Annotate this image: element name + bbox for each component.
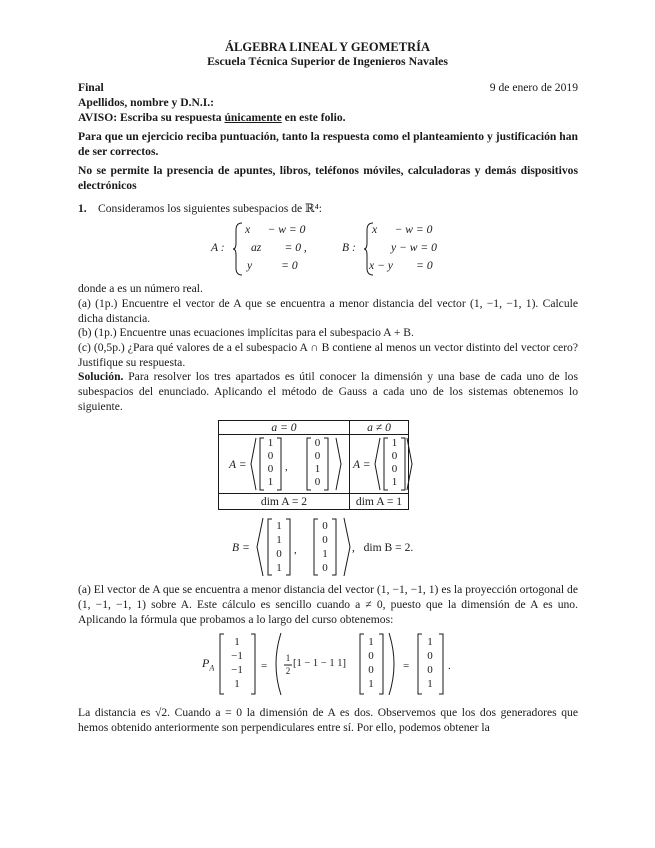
system-a-label: A : (211, 241, 225, 254)
system-b-eq1: x − w = 0 (372, 223, 433, 236)
exam-date: 9 de enero de 2019 (489, 81, 578, 94)
table-col1-vec2: 0 0 1 0 (314, 437, 321, 488)
aviso-underlined: únicamente (224, 111, 282, 124)
table-col1-basis-label: A = (229, 458, 247, 471)
aviso-suffix: en este folio. (281, 111, 346, 124)
name-line: Apellidos, nombre y D.N.I.: (78, 96, 215, 109)
table-header-a-nonzero: a ≠ 0 (367, 421, 391, 434)
projection-input-vec: 1 −1 −1 1 (231, 636, 243, 690)
system-a-brace (232, 222, 244, 276)
page-subtitle: Escuela Técnica Superior de Ingenieros Navales (207, 54, 448, 68)
table-col2-basis-label: A = (353, 458, 371, 471)
solution-intro-text: Para resolver los tres apartados es útil conocer la dimensión y una base de cada uno de los subespacios del enunciado. Aplicando el método de Gauss a cada uno de los sistemas obtenemos lo siguiente. (78, 370, 578, 413)
projection-brackets (219, 632, 479, 696)
svg-text:,: , (294, 544, 297, 556)
problem-number: 1. (78, 202, 87, 215)
table-col1-dim: dim A = 2 (260, 495, 308, 508)
aviso-line (78, 110, 346, 125)
system-b-eq2: y − w = 0 (391, 241, 437, 254)
svg-text:.: . (448, 660, 451, 672)
projection-operator: $P_A$ (202, 656, 215, 673)
svg-text:=: = (403, 660, 410, 672)
basis-b-label: B = (232, 541, 250, 554)
basis-b-vec1: 1 1 0 1 (276, 520, 282, 574)
rule-devices: No se permite la presencia de apuntes, libros, teléfonos móviles, calculadoras y demás dispositivos electrónicos (78, 164, 578, 192)
solution-part-a-text: (a) El vector de A que se encuentra a menor distancia del vector (1, −1, −1, 1) es la proyección ortogonal de (1, −1, −1, 1) sobre A. Este cálculo es sencillo cuando a ≠ 0, puesto que la dimensión de A es uno. Aplicando la fórmula que probamos a lo largo del curso obtenemos: (78, 583, 578, 626)
svg-text:=: = (261, 660, 268, 672)
part-c-statement: (c) (0,5p.) ¿Para qué valores de a el subespacio A ∩ B contiene al menos un vector distinto del vector cero? Justifique su respuesta. (78, 341, 578, 369)
system-b-eq3: x − y = 0 (369, 259, 433, 272)
solution-closing: La distancia es √2. Cuando a = 0 la dimensión de A es dos. Observemos que los dos generadores que hemos obtenido anteriormente son perpendiculares entre sí. Por ello, podemos obtener la (78, 706, 578, 734)
table-header-a-zero: a = 0 (271, 421, 297, 434)
problem-statement: Consideramos los siguientes subespacios de ℝ⁴: (98, 202, 322, 215)
aviso-prefix: AVISO: Escriba su respuesta (78, 111, 225, 124)
page-title: ÁLGEBRA LINEAL Y GEOMETRÍA (224, 40, 431, 54)
projection-result-vec: 1 0 0 1 (427, 636, 433, 690)
part-b-statement: (b) (1p.) Encuentre unas ecuaciones implícitas para el subespacio A + B. (78, 326, 414, 339)
system-a-eq2: az = 0 , (251, 241, 307, 254)
projection-fraction-num: 1 (285, 653, 291, 663)
projection-row-vec: [1 − 1 − 1 1] (293, 658, 346, 669)
basis-b-dim: , dim B = 2. (352, 541, 414, 554)
table-col2-vec1: 1 0 0 1 (391, 437, 398, 488)
system-b-label: B : (342, 241, 356, 254)
system-a-eq3: y = 0 (247, 259, 298, 272)
table-col2-angle-close (406, 436, 414, 492)
where-a-real: donde a es un número real. (78, 282, 203, 295)
solution-label: Solución. (78, 370, 124, 383)
solution-intro (78, 369, 578, 414)
system-a-eq1: x − w = 0 (245, 223, 306, 236)
rule-correctness: Para que un ejercicio reciba puntuación, tanto la respuesta como el planteamiento y justificación han de ser correctos. (78, 130, 578, 158)
part-a-statement: (a) (1p.) Encuentre el vector de A que se encuentra a menor distancia del vector (1, −1, −1, 1). Calcule dicha distancia. (78, 297, 578, 325)
projection-fraction-den: 2 (285, 666, 291, 676)
basis-b-vec2: 0 0 1 0 (322, 520, 328, 574)
svg-text:,: , (285, 461, 288, 473)
exam-type: Final (78, 81, 104, 94)
projection-basis-vec: 1 0 0 1 (368, 636, 374, 690)
table-col1-vec1: 1 0 0 1 (267, 437, 274, 488)
table-col2-dim: dim A = 1 (355, 495, 403, 508)
